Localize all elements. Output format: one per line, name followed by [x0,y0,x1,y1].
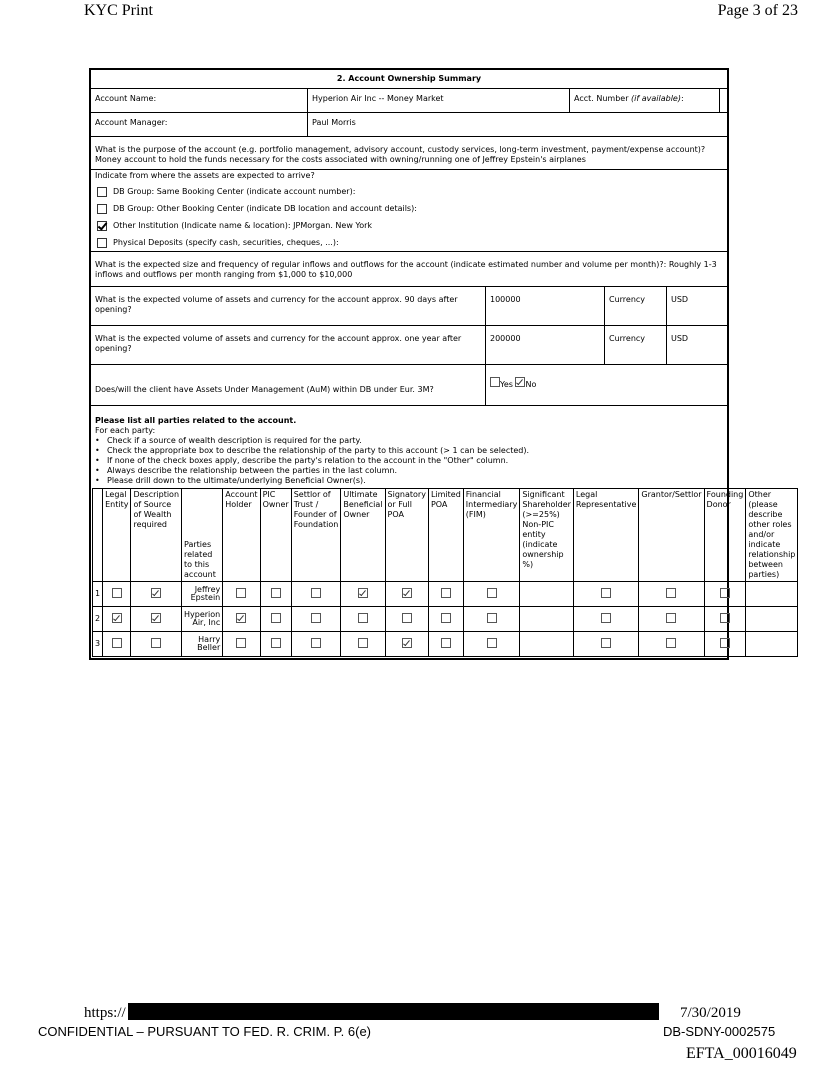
party-checkbox[interactable] [236,588,246,598]
party-checkbox[interactable] [358,588,368,598]
column-header: Legal Entity [103,489,131,582]
assets-option-label: DB Group: Other Booking Center (indicate DB location and account details): [113,203,417,213]
party-check-cell [520,607,574,632]
parties-table [92,488,798,657]
party-other [746,632,798,657]
volume-90-value: 100000 [485,287,604,325]
party-checkbox[interactable] [151,638,161,648]
party-checkbox[interactable] [311,638,321,648]
party-checkbox[interactable] [441,638,451,648]
assets-option-checkbox[interactable] [97,204,107,214]
assets-option-checkbox[interactable] [97,187,107,197]
party-check-cell [131,582,182,607]
volume-90-currency-label: Currency [604,287,666,325]
party-checkbox[interactable] [358,613,368,623]
section-title: 2. Account Ownership Summary [336,74,482,83]
party-checkbox[interactable] [720,613,730,623]
party-check-cell [341,582,385,607]
party-checkbox[interactable] [112,638,122,648]
party-check-cell [639,607,704,632]
party-checkbox[interactable] [402,588,412,598]
kyc-form [89,68,796,660]
account-manager-row [91,112,727,136]
account-name-value: Hyperion Air Inc -- Money Market [307,89,569,112]
party-checkbox[interactable] [402,638,412,648]
party-check-cell [573,632,638,657]
account-name-label: Account Name: [95,94,157,103]
party-check-cell [428,632,463,657]
aum-yes-label: Yes [500,380,513,389]
purpose-text: What is the purpose of the account (e.g. portfolio management, advisory account, custody services, long-term investment, payment/expense account)? Money account to hold the funds necessary for the costs associated with owning/running one of Jeffrey Epstein's airplanes [95,145,706,164]
parties-header-row [93,489,798,582]
aum-yes-checkbox[interactable] [490,377,500,387]
column-header: Significant Shareholder (>=25%) Non-PIC entity (indicate ownership %) [520,489,574,582]
party-check-cell [291,632,341,657]
assets-option-checkbox[interactable] [97,221,107,231]
efta-number: EFTA_00016049 [686,1045,797,1062]
party-check-cell [131,632,182,657]
party-check-cell [520,582,574,607]
party-checkbox[interactable] [720,638,730,648]
volume-90-row [91,286,727,325]
parties-sub: For each party: [95,426,156,435]
party-check-cell [103,632,131,657]
party-checkbox[interactable] [441,613,451,623]
party-checkbox[interactable] [601,613,611,623]
party-checkbox[interactable] [720,588,730,598]
party-row [93,607,798,632]
party-check-cell [223,607,260,632]
instruction-bullet: • If none of the check boxes apply, describe the party's relation to the account in the "Other" column. [95,456,509,465]
party-checkbox[interactable] [236,638,246,648]
party-checkbox[interactable] [358,638,368,648]
party-checkbox[interactable] [487,588,497,598]
column-header: Description of Source of Wealth required [131,489,182,582]
party-other [746,607,798,632]
assets-option-label: Other Institution (Indicate name & location): JPMorgan. New York [113,220,373,230]
party-name: Harry Beller [182,632,223,657]
party-row [93,632,798,657]
row-number-header [93,489,103,582]
party-check-cell [385,607,428,632]
column-header: Account Holder [223,489,260,582]
parties-instructions [95,436,723,486]
party-check-cell [463,632,520,657]
redaction-bar [128,1003,659,1020]
flows-text: What is the expected size and frequency of regular inflows and outflows for the account (indicate estimated number and volume per month)?: Roughly 1-3 inflows and outflows per month ranging from $1,000 to $10,000 [95,260,717,279]
instruction-bullet: • Always describe the relationship between the parties in the last column. [95,466,397,475]
party-check-cell [428,582,463,607]
aum-answer [485,365,727,405]
party-check-cell [573,582,638,607]
aum-no-checkbox[interactable] [515,377,525,387]
aum-question: Does/will the client have Assets Under Management (AuM) within DB under Eur. 3M? [95,385,434,394]
party-check-cell [463,582,520,607]
party-checkbox[interactable] [666,613,676,623]
parties-heading: Please list all parties related to the account. [95,416,297,425]
aum-no-label: No [525,380,537,389]
volume-year-question: What is the expected volume of assets and currency for the account approx. one year after opening? [95,334,462,353]
party-check-cell [428,607,463,632]
party-check-cell [291,607,341,632]
account-name-row [91,88,727,112]
party-check-cell [520,632,574,657]
party-check-cell [341,607,385,632]
column-header: Ultimate Beneficial Owner [341,489,385,582]
party-check-cell [639,582,704,607]
party-check-cell [704,607,746,632]
party-check-cell [103,607,131,632]
party-check-cell [103,582,131,607]
party-check-cell [223,582,260,607]
party-checkbox[interactable] [112,588,122,598]
account-manager-value: Paul Morris [307,113,727,136]
assets-question: Indicate from where the assets are expected to arrive? [91,169,727,183]
party-check-cell [260,582,291,607]
column-header: Legal Representative [573,489,638,582]
column-header: Settlor of Trust / Founder of Foundation [291,489,341,582]
party-check-cell [291,582,341,607]
assets-option [91,183,727,200]
party-checkbox[interactable] [487,613,497,623]
party-checkbox[interactable] [441,588,451,598]
footer-url: https:// [84,1005,126,1021]
print-date: 7/30/2019 [680,1005,741,1021]
party-row-number: 3 [93,632,103,657]
volume-year-currency-label: Currency [604,326,666,364]
party-checkbox[interactable] [666,588,676,598]
column-header: Financial Intermediary (FIM) [463,489,520,582]
assets-options [91,183,727,251]
party-checkbox[interactable] [601,638,611,648]
party-checkbox[interactable] [601,588,611,598]
party-check-cell [260,607,291,632]
party-checkbox[interactable] [236,613,246,623]
parties-section [91,405,796,657]
flows-row [91,251,727,286]
volume-year-currency: USD [666,326,727,364]
bates-number: DB-SDNY-0002575 [663,1024,776,1039]
party-row [93,582,798,607]
column-header: Limited POA [428,489,463,582]
party-check-cell [260,632,291,657]
party-check-cell [131,607,182,632]
confidential-notice: CONFIDENTIAL – PURSUANT TO FED. R. CRIM. P. 6(e) [38,1024,372,1039]
party-checkbox[interactable] [402,613,412,623]
assets-option-label: DB Group: Same Booking Center (indicate account number): [113,186,356,196]
party-checkbox[interactable] [112,613,122,623]
party-name: Jeffrey Epstein [182,582,223,607]
volume-90-currency: USD [666,287,727,325]
instruction-bullet: • Check if a source of wealth description is required for the party. [95,436,362,445]
party-row-number: 1 [93,582,103,607]
acct-number-label: Acct. Number (if available): [569,89,719,112]
page-number: Page 3 of 23 [717,2,798,19]
column-header: PIC Owner [260,489,291,582]
aum-row [91,364,727,405]
party-check-cell [704,632,746,657]
assets-option [91,217,727,234]
assets-option [91,234,727,251]
column-header: Signatory or Full POA [385,489,428,582]
party-checkbox[interactable] [271,588,281,598]
assets-option-label: Physical Deposits (specify cash, securities, cheques, ...): [113,237,339,247]
party-check-cell [223,632,260,657]
party-check-cell [639,632,704,657]
party-other [746,582,798,607]
party-checkbox[interactable] [666,638,676,648]
party-checkbox[interactable] [151,613,161,623]
purpose-row [91,136,727,251]
party-checkbox[interactable] [151,588,161,598]
assets-option [91,200,727,217]
account-manager-label: Account Manager: [95,118,168,127]
instruction-bullet: • Check the appropriate box to describe the relationship of the party to this account (> 1 can be selected). [95,446,530,455]
party-row-number: 2 [93,607,103,632]
column-header: Other (please describe other roles and/or indicate relationship between parties) [746,489,798,582]
party-check-cell [385,632,428,657]
party-checkbox[interactable] [311,588,321,598]
volume-year-row [91,325,727,364]
party-check-cell [704,582,746,607]
party-check-cell [341,632,385,657]
party-check-cell [463,607,520,632]
party-check-cell [573,607,638,632]
party-checkbox[interactable] [311,613,321,623]
acct-number-value [719,89,727,112]
party-checkbox[interactable] [271,613,281,623]
column-header: Founding Donor [704,489,746,582]
volume-90-question: What is the expected volume of assets and currency for the account approx. 90 days after opening? [95,295,458,314]
column-header: Parties related to this account [182,489,223,582]
party-check-cell [385,582,428,607]
instruction-bullet: • Please drill down to the ultimate/underlying Beneficial Owner(s). [95,476,366,485]
party-checkbox[interactable] [271,638,281,648]
print-header-left: KYC Print [84,2,153,19]
party-name: Hyperion Air, Inc [182,607,223,632]
party-checkbox[interactable] [487,638,497,648]
assets-option-checkbox[interactable] [97,238,107,248]
volume-year-value: 200000 [485,326,604,364]
column-header: Grantor/Settlor [639,489,704,582]
